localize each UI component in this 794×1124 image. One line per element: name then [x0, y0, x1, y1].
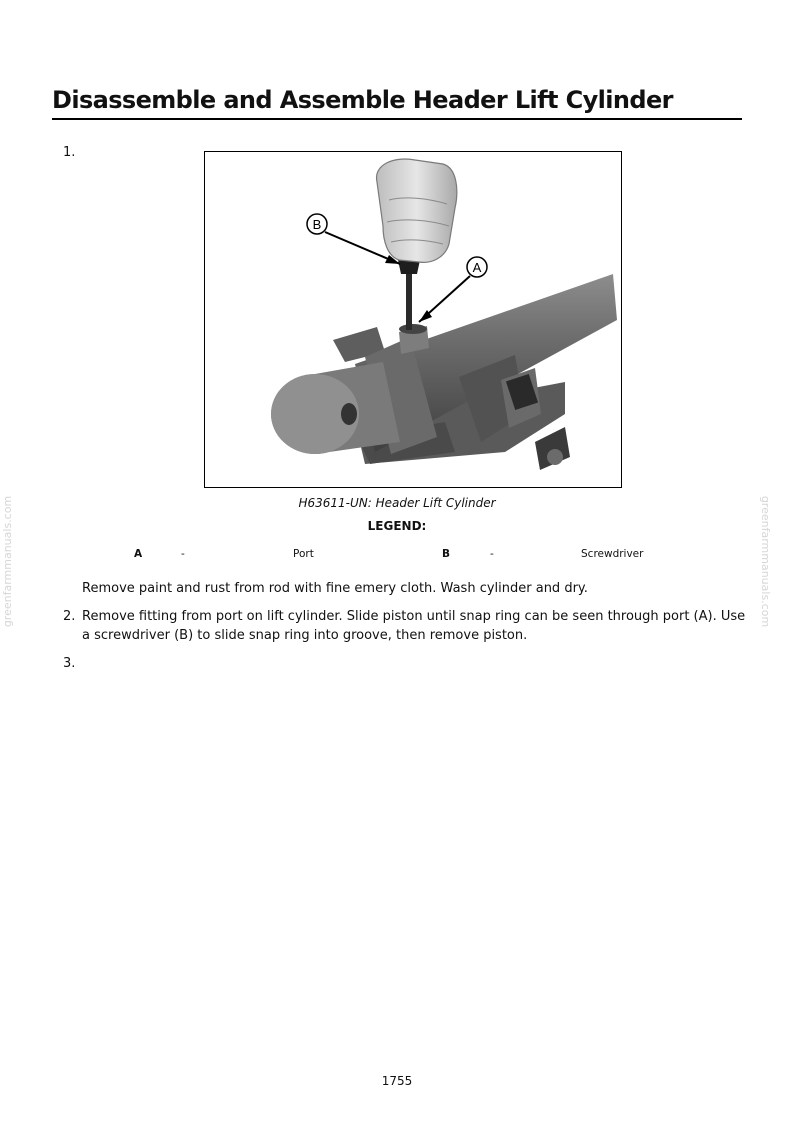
legend-label-port: Port: [293, 548, 314, 560]
watermark-left: greenfarmmanuals.com: [1, 495, 15, 628]
step-1-number: 1.: [63, 145, 76, 160]
callout-b-label: B: [312, 217, 322, 232]
figure-caption: H63611-UN: Header Lift Cylinder: [298, 496, 496, 510]
callout-a: [419, 257, 487, 322]
legend-label-screwdriver: Screwdriver: [581, 548, 644, 560]
step-2-text: Remove fitting from port on lift cylinder. Slide piston until snap ring can be seen through port (A). Use a screwdriver (B) to slide snap ring into groove, then remove piston.: [82, 609, 746, 643]
step-2-number: 2.: [63, 609, 76, 624]
callout-a-label: A: [472, 260, 482, 275]
step-3-number: 3.: [63, 656, 76, 671]
legend-key-b: B: [442, 548, 451, 560]
step-1-text: Remove paint and rust from rod with fine emery cloth. Wash cylinder and dry.: [82, 581, 588, 596]
legend-dash-b: -: [490, 548, 494, 560]
hand: [377, 159, 457, 262]
screwdriver-shaft: [406, 270, 412, 330]
legend-title: LEGEND:: [367, 519, 427, 533]
figure-header-lift-cylinder: [204, 151, 622, 488]
cylinder-illustration: [205, 152, 621, 487]
page-number: 1755: [381, 1074, 413, 1088]
legend-dash-a: -: [181, 548, 185, 560]
watermark-right: greenfarmmanuals.com: [759, 495, 773, 628]
page-title: Disassemble and Assemble Header Lift Cylinder: [52, 86, 742, 120]
legend-key-a: A: [134, 548, 143, 560]
